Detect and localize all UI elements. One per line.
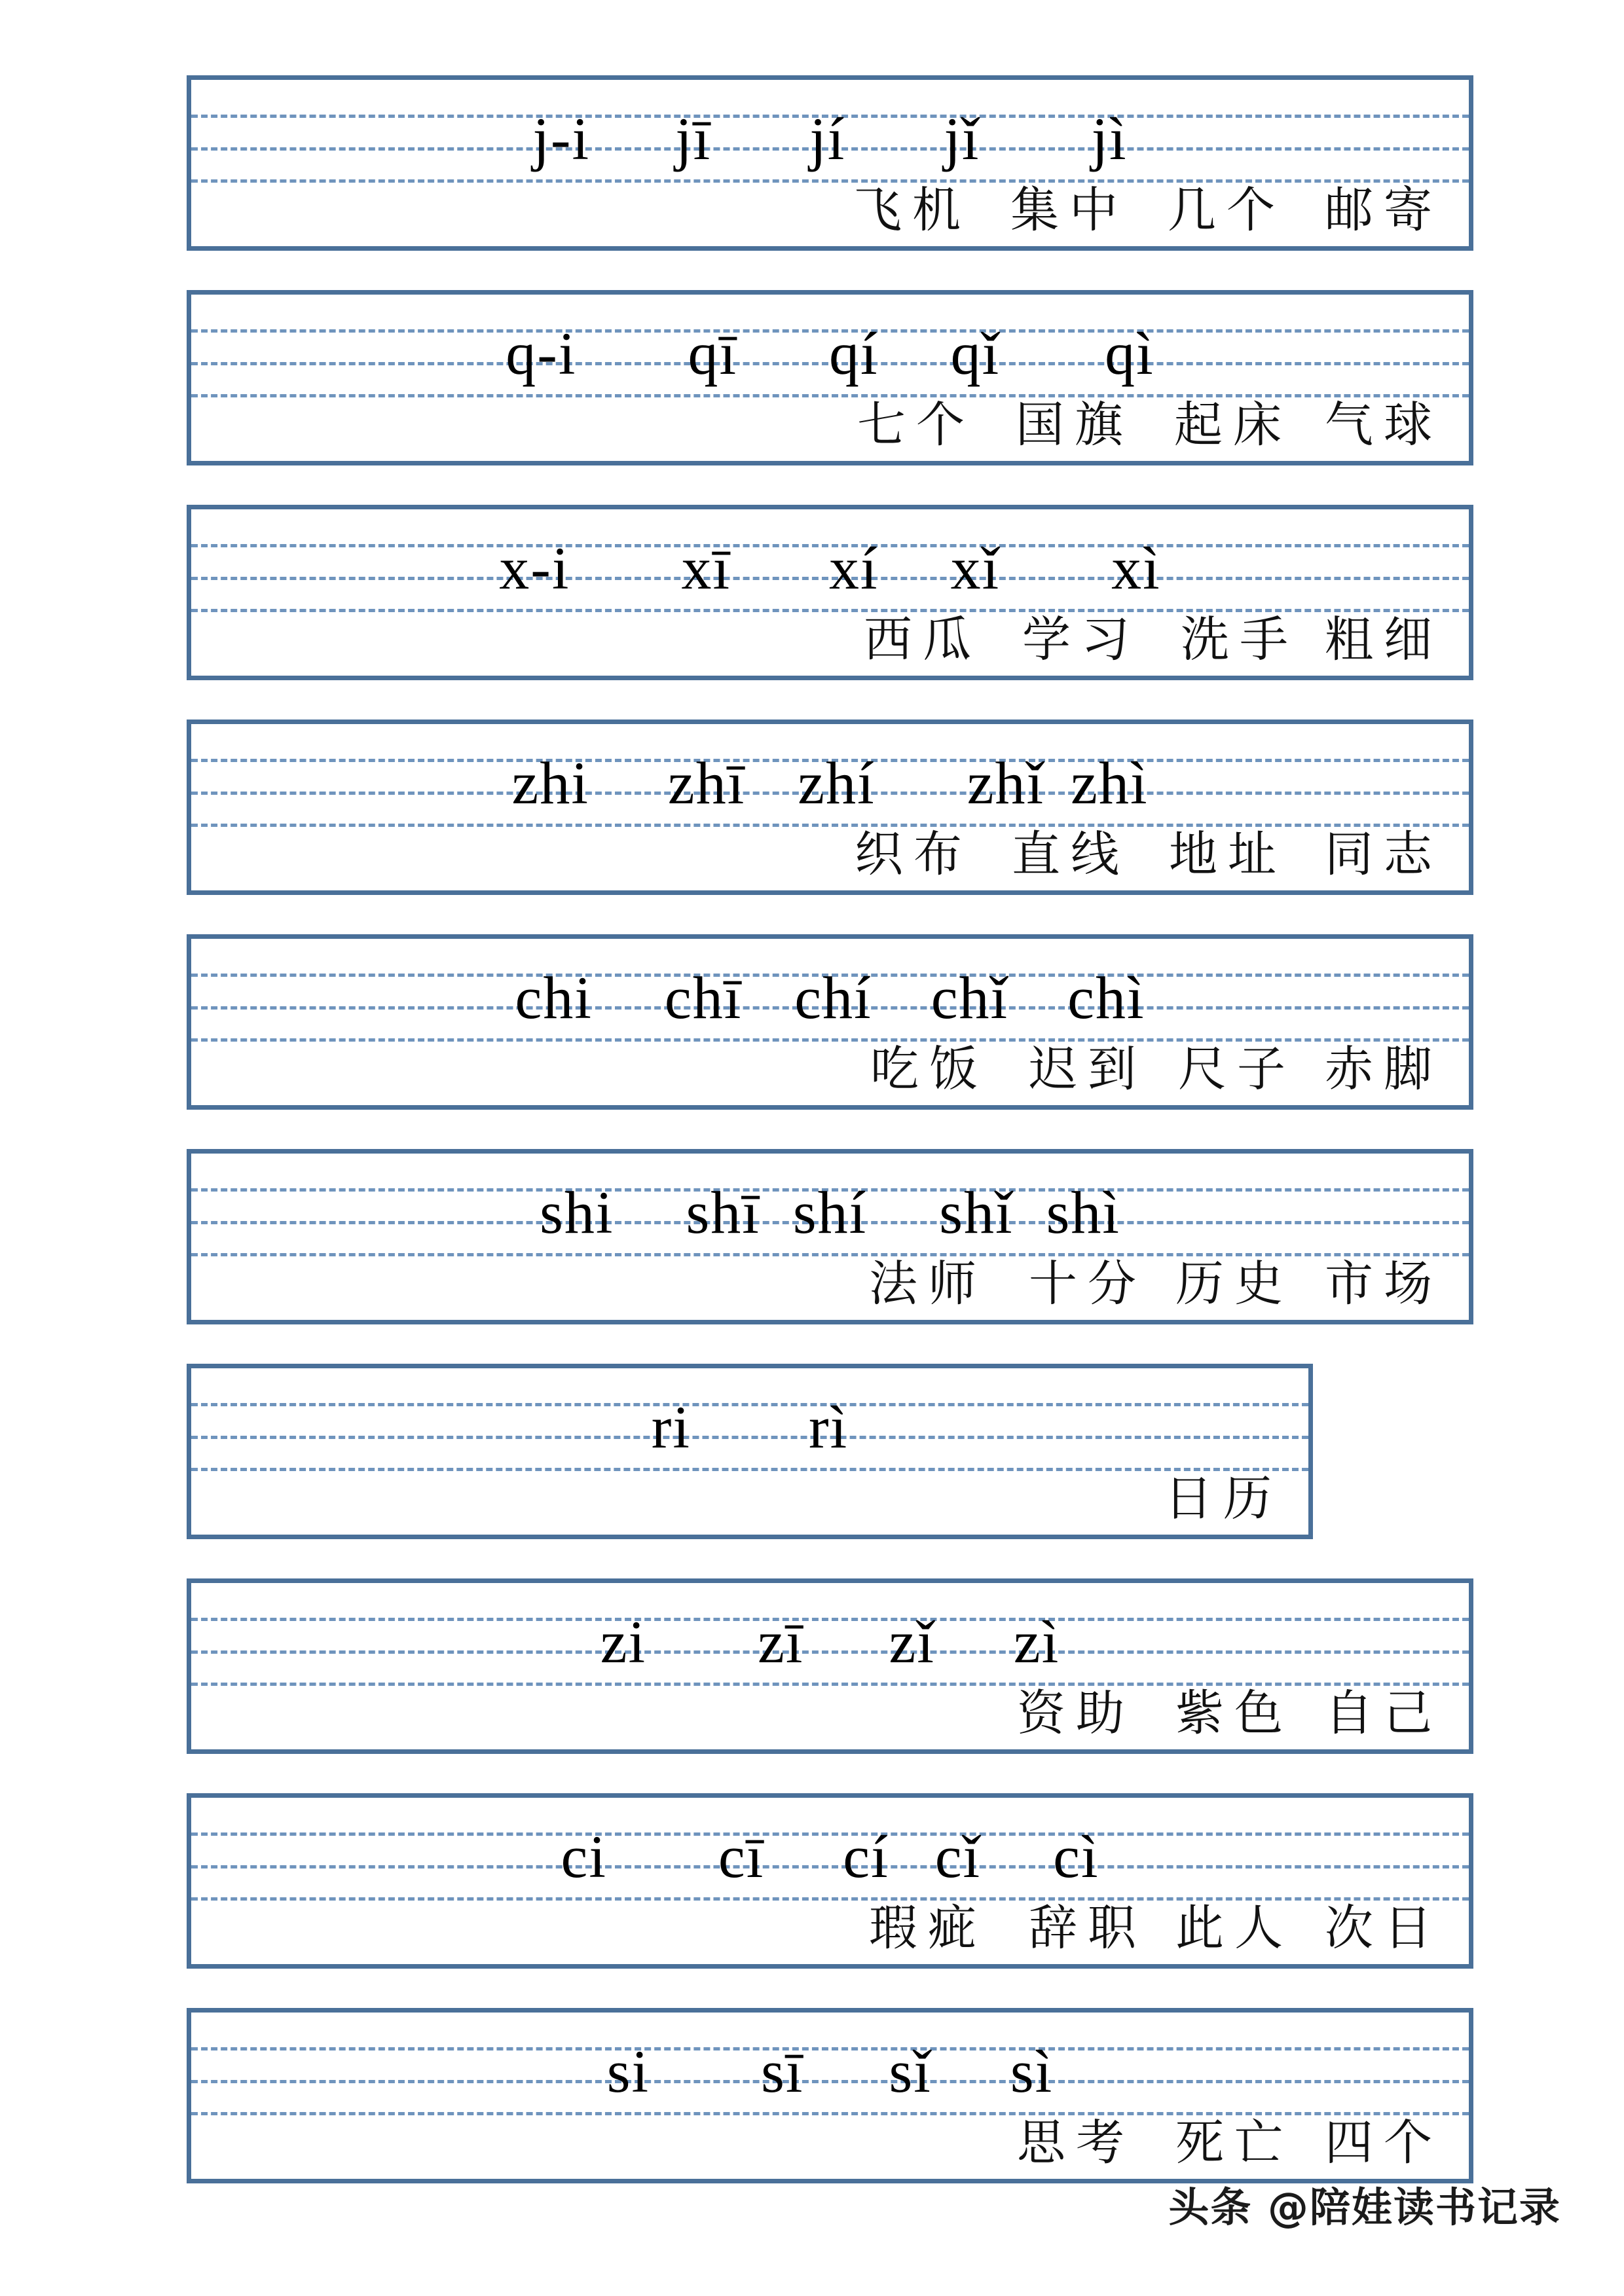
- guide-line: [191, 577, 1469, 580]
- guide-line: [191, 544, 1469, 547]
- guide-line: [191, 329, 1469, 333]
- vocabulary-word: 粗细: [1325, 611, 1443, 668]
- vocabulary-word: 吃饭: [870, 1041, 988, 1098]
- practice-row: [187, 1578, 1473, 1754]
- vocabulary-word: 次日: [1325, 1900, 1443, 1957]
- pinyin-syllable: zhī: [667, 750, 746, 817]
- guide-line: [191, 2047, 1469, 2050]
- pinyin-line: [191, 724, 1469, 824]
- vocabulary-word: 日历: [1164, 1470, 1282, 1527]
- vocabulary-word: 洗手: [1181, 611, 1299, 668]
- pinyin-syllable: shi: [540, 1179, 614, 1247]
- guide-line: [191, 1038, 1469, 1042]
- pinyin-syllable: shì: [1046, 1179, 1120, 1247]
- pinyin-syllable: shī: [686, 1179, 760, 1247]
- guide-line: [191, 2112, 1469, 2115]
- practice-row: [187, 1149, 1473, 1324]
- pinyin-syllable: cí: [843, 1823, 889, 1891]
- guide-line: [191, 1618, 1469, 1621]
- vocabulary-word: 七个: [857, 397, 975, 454]
- vocabulary-word: 资助: [1017, 1685, 1135, 1742]
- practice-row: [187, 934, 1473, 1110]
- pinyin-syllable: shí: [792, 1179, 868, 1247]
- hanzi-line: [191, 1683, 1469, 1749]
- vocabulary-word: 市场: [1325, 1256, 1443, 1313]
- pinyin-syllable: cì: [1053, 1823, 1099, 1891]
- guide-line: [191, 1683, 1469, 1686]
- guide-line: [191, 759, 1469, 762]
- hanzi-line: [191, 394, 1469, 461]
- guide-line: [191, 2080, 1469, 2083]
- pinyin-line: [191, 1583, 1469, 1683]
- pinyin-syllable: j-i: [532, 105, 591, 173]
- pinyin-syllable: cǐ: [934, 1823, 982, 1891]
- vocabulary-word: 法师: [869, 1256, 987, 1313]
- practice-row: [187, 720, 1473, 895]
- practice-row: [187, 290, 1473, 465]
- pinyin-syllable: qí: [829, 320, 879, 388]
- pinyin-line: [191, 1154, 1469, 1253]
- pinyin-syllable: chì: [1067, 964, 1145, 1032]
- pinyin-line: [191, 2013, 1469, 2112]
- guide-line: [191, 1436, 1308, 1439]
- pinyin-line: [191, 1798, 1469, 1897]
- pinyin-syllable: sī: [761, 2038, 804, 2105]
- guide-line: [191, 115, 1469, 118]
- pinyin-syllable: si: [606, 2038, 650, 2105]
- vocabulary-word: 气球: [1325, 397, 1443, 454]
- guide-line: [191, 1188, 1469, 1192]
- vocabulary-word: 学习: [1022, 611, 1140, 668]
- watermark: 头条 @陪娃读书记录: [1168, 2183, 1561, 2231]
- pinyin-syllable: jí: [809, 105, 846, 173]
- pinyin-syllable: zhí: [798, 750, 876, 817]
- vocabulary-word: 集中: [1010, 182, 1128, 239]
- vocabulary-word: 地址: [1169, 826, 1287, 883]
- hanzi-line: [191, 1253, 1469, 1320]
- pinyin-syllable: qī: [688, 320, 738, 388]
- vocabulary-word: 几个: [1168, 182, 1285, 239]
- pinyin-syllable: qì: [1105, 320, 1154, 388]
- pinyin-syllable: xí: [829, 535, 879, 602]
- vocabulary-word: 迟到: [1029, 1041, 1147, 1098]
- pinyin-syllable: zi: [600, 1609, 647, 1676]
- pinyin-syllable: jì: [1091, 105, 1128, 173]
- pinyin-syllable: chǐ: [931, 964, 1009, 1032]
- pinyin-syllable: jǐ: [944, 105, 980, 173]
- hanzi-line: [191, 1468, 1308, 1535]
- pinyin-syllable: zhǐ: [967, 750, 1045, 817]
- hanzi-line: [191, 1897, 1469, 1964]
- vocabulary-word: 此人: [1175, 1900, 1293, 1957]
- pinyin-syllable: ri: [651, 1394, 691, 1461]
- pinyin-syllable: jī: [675, 105, 712, 173]
- pinyin-syllable: sì: [1010, 2038, 1054, 2105]
- pinyin-line: [191, 939, 1469, 1038]
- hanzi-line: [191, 824, 1469, 890]
- vocabulary-word: 死亡: [1175, 2115, 1293, 2172]
- vocabulary-word: 国旗: [1016, 397, 1134, 454]
- pinyin-syllable: zì: [1013, 1609, 1060, 1676]
- guide-line: [191, 609, 1469, 612]
- hanzi-line: [191, 1038, 1469, 1105]
- practice-row: [187, 2008, 1473, 2183]
- pinyin-line: [191, 509, 1469, 609]
- vocabulary-word: 十分: [1029, 1256, 1147, 1313]
- pinyin-syllable: sǐ: [889, 2038, 932, 2105]
- pinyin-syllable: xī: [681, 535, 731, 602]
- practice-row: [187, 1364, 1313, 1539]
- vocabulary-word: 西瓜: [864, 611, 982, 668]
- vocabulary-word: 辞职: [1029, 1900, 1147, 1957]
- guide-line: [191, 1253, 1469, 1256]
- vocabulary-word: 历史: [1175, 1256, 1293, 1313]
- vocabulary-word: 紫色: [1175, 1685, 1293, 1742]
- vocabulary-word: 赤脚: [1325, 1041, 1443, 1098]
- guide-line: [191, 1468, 1308, 1471]
- pinyin-syllable: x-i: [499, 535, 570, 602]
- guide-line: [191, 974, 1469, 977]
- practice-row: [187, 1793, 1473, 1969]
- pinyin-syllable: zǐ: [889, 1609, 935, 1676]
- guide-line: [191, 1006, 1469, 1010]
- guide-line: [191, 792, 1469, 795]
- vocabulary-word: 织布: [855, 826, 972, 883]
- pinyin-syllable: zī: [758, 1609, 804, 1676]
- vocabulary-word: 四个: [1325, 2115, 1443, 2172]
- vocabulary-word: 自己: [1325, 1685, 1443, 1742]
- pinyin-syllable: chí: [794, 964, 872, 1032]
- practice-row: [187, 75, 1473, 251]
- guide-line: [191, 147, 1469, 151]
- pinyin-syllable: q-i: [506, 320, 577, 388]
- guide-line: [191, 179, 1469, 183]
- vocabulary-word: 起床: [1174, 397, 1292, 454]
- guide-line: [191, 1865, 1469, 1868]
- vocabulary-word: 尺子: [1178, 1041, 1296, 1098]
- vocabulary-word: 飞机: [853, 182, 971, 239]
- guide-line: [191, 1221, 1469, 1224]
- vocabulary-word: 邮寄: [1325, 182, 1443, 239]
- guide-line: [191, 824, 1469, 827]
- hanzi-line: [191, 2112, 1469, 2179]
- guide-line: [191, 1897, 1469, 1901]
- pinyin-syllable: ci: [561, 1823, 607, 1891]
- guide-line: [191, 1650, 1469, 1654]
- guide-line: [191, 1403, 1308, 1406]
- pinyin-line: [191, 295, 1469, 394]
- guide-line: [191, 1832, 1469, 1836]
- pinyin-syllable: xǐ: [950, 535, 1001, 602]
- pinyin-syllable: zhi: [511, 750, 589, 817]
- practice-row: [187, 505, 1473, 680]
- pinyin-syllable: zhì: [1071, 750, 1149, 817]
- pinyin-syllable: qǐ: [950, 320, 1001, 388]
- guide-line: [191, 394, 1469, 397]
- hanzi-line: [191, 179, 1469, 246]
- pinyin-syllable: chī: [664, 964, 743, 1032]
- pinyin-syllable: rì: [809, 1394, 849, 1461]
- pinyin-line: [191, 80, 1469, 179]
- pinyin-syllable: shǐ: [939, 1179, 1014, 1247]
- pinyin-line: [191, 1368, 1308, 1468]
- vocabulary-word: 同志: [1325, 826, 1443, 883]
- vocabulary-word: 瑕疵: [869, 1900, 987, 1957]
- hanzi-line: [191, 609, 1469, 676]
- pinyin-syllable: chi: [515, 964, 593, 1032]
- guide-line: [191, 362, 1469, 365]
- pinyin-syllable: cī: [718, 1823, 765, 1891]
- vocabulary-word: 思考: [1017, 2115, 1135, 2172]
- pinyin-syllable: xì: [1111, 535, 1161, 602]
- vocabulary-word: 直线: [1012, 826, 1130, 883]
